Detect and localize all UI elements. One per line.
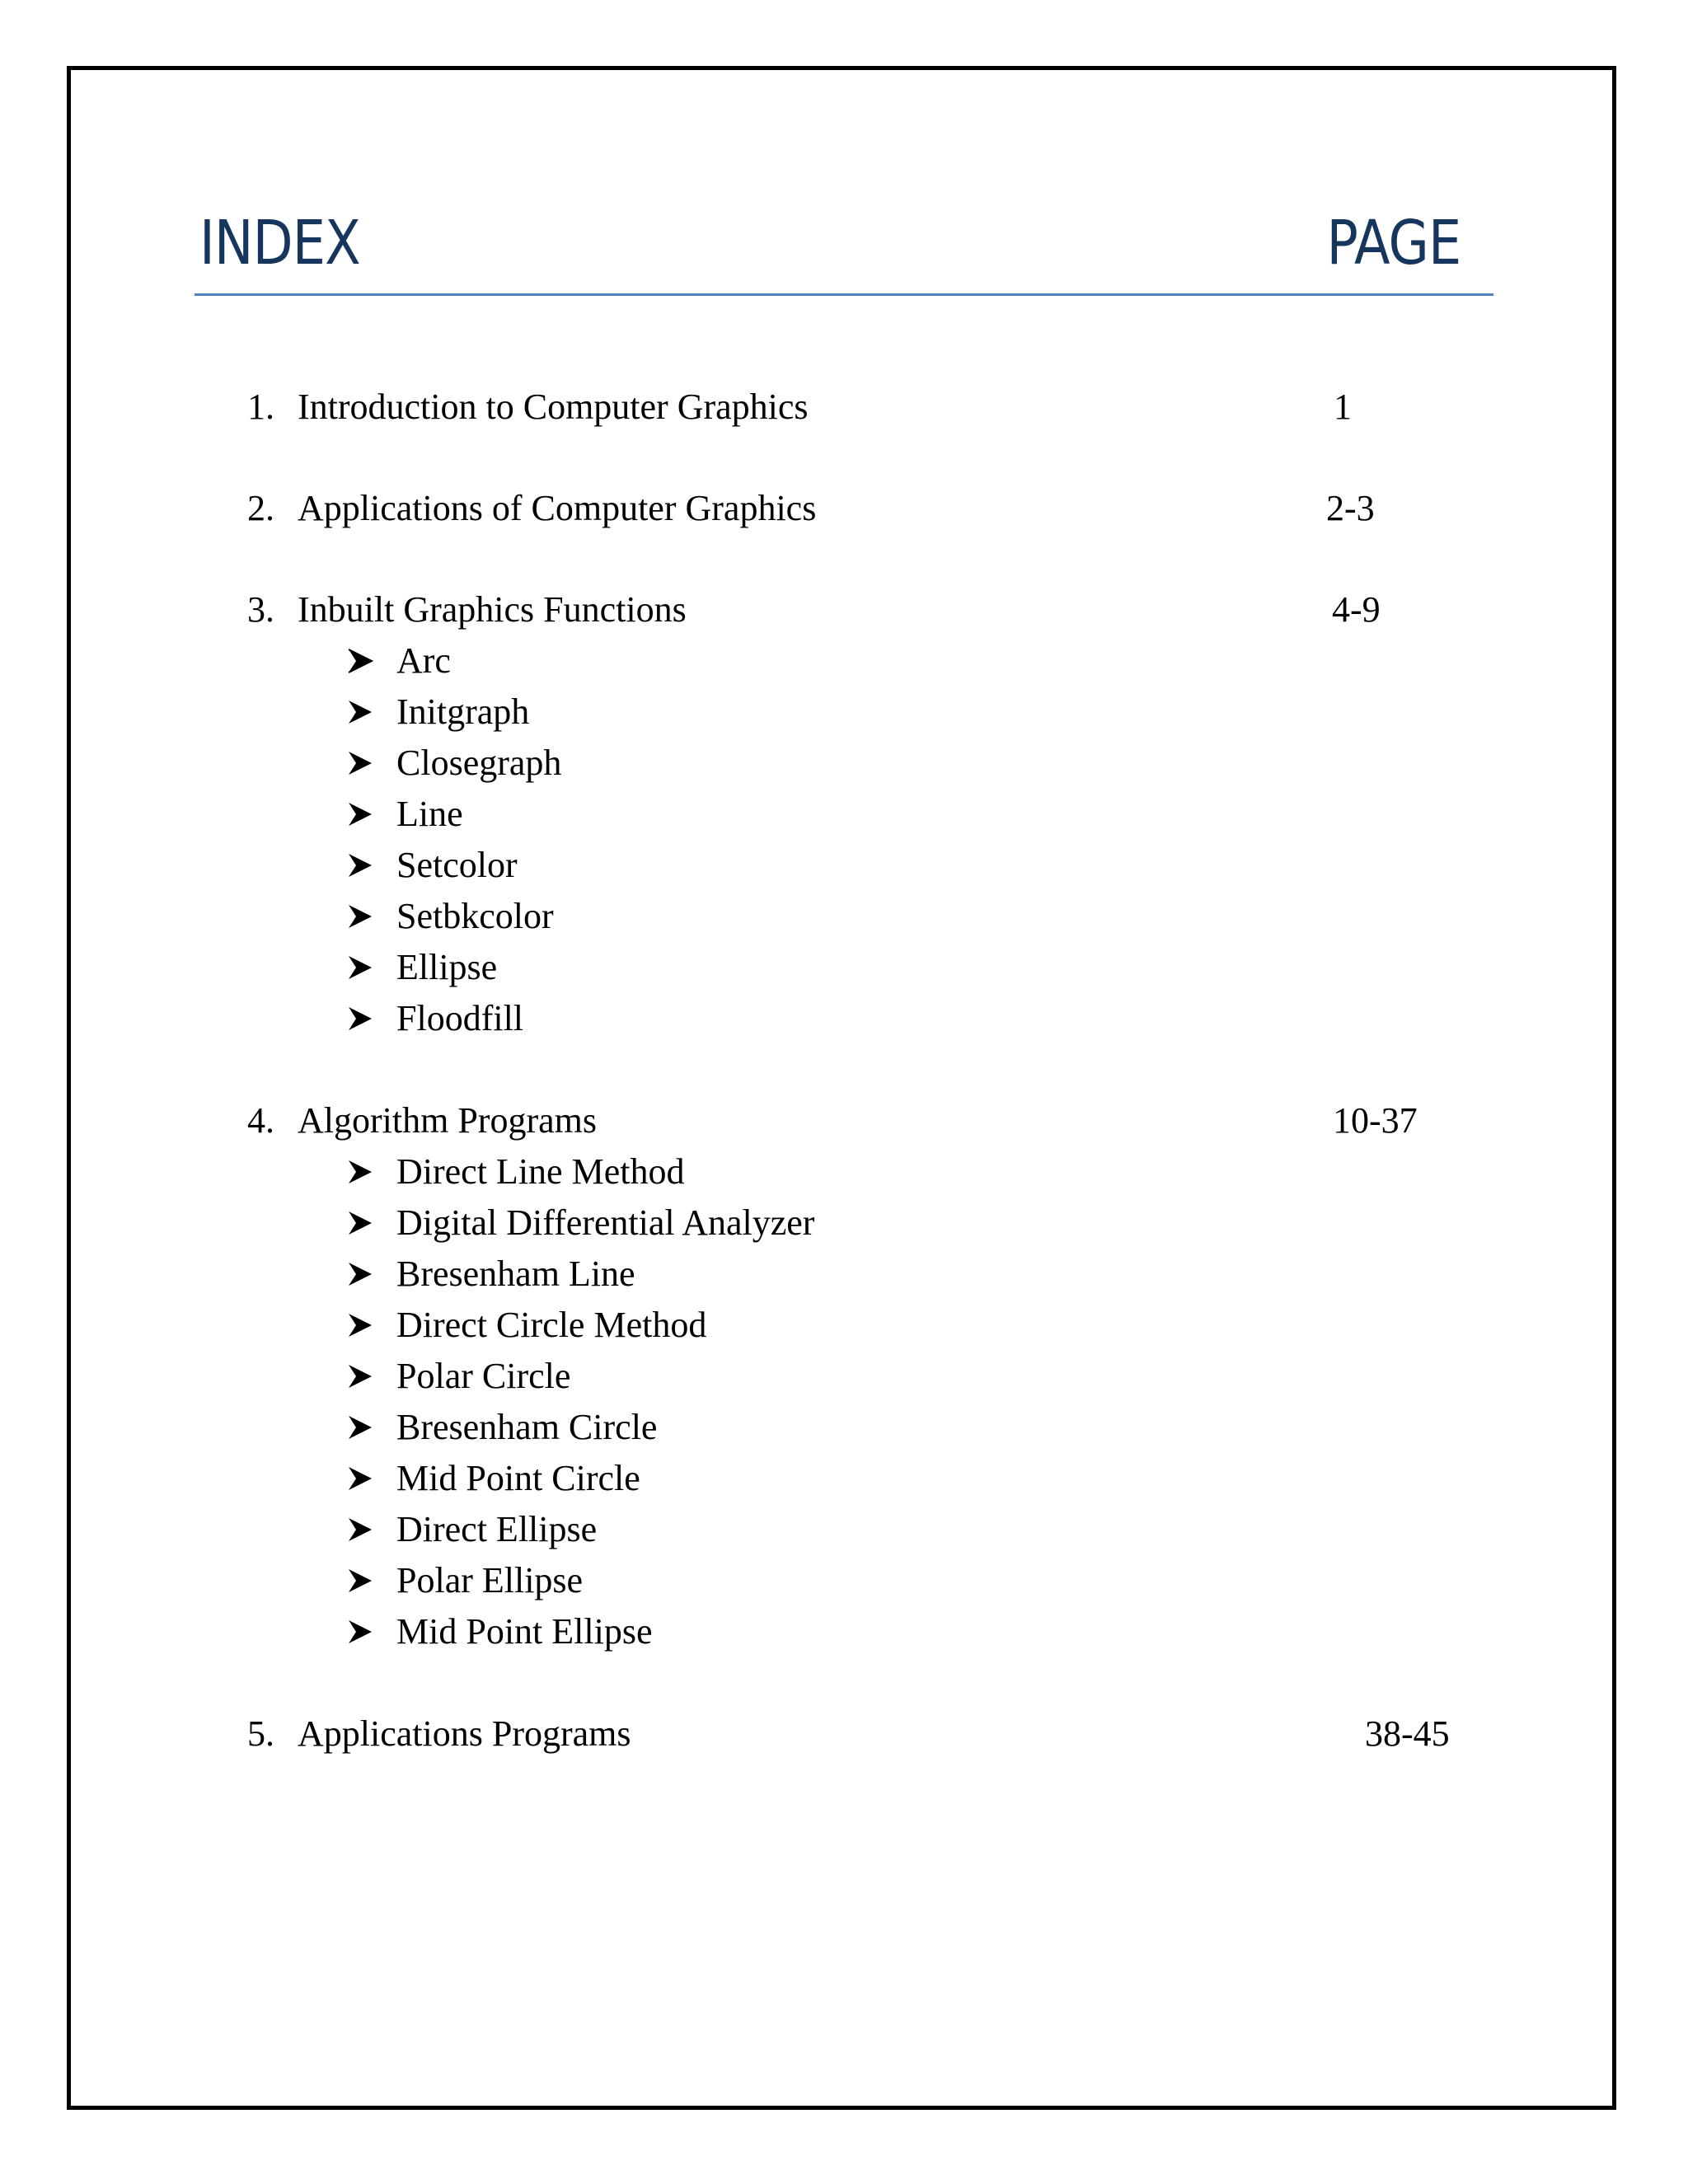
sub-item-label: Bresenham Line [396,1254,635,1294]
sub-item-label: Polar Circle [396,1356,571,1396]
sub-item-direct-line[interactable] [0,1146,1688,1197]
arrow-bullet-icon [347,700,373,724]
arrow-bullet-icon [347,1211,373,1235]
sub-item-polar-ellipse[interactable] [0,1555,1688,1606]
sub-item-label: Arc [396,640,451,681]
sub-item-label: Bresenham Circle [396,1407,658,1447]
arrow-bullet-icon [347,1466,373,1491]
entry-page: 2-3 [1326,488,1375,528]
entry-title: Applications of Computer Graphics [298,488,817,528]
toc-entry-inbuilt-functions[interactable] [0,584,1688,635]
entry-number: 1. [247,387,274,427]
sub-item-ellipse[interactable] [0,942,1688,993]
header-rule [195,293,1493,296]
entry-page: 10-37 [1333,1100,1418,1141]
sub-item-direct-ellipse[interactable] [0,1504,1688,1555]
toc-entry-applications[interactable] [0,483,1688,534]
sub-item-mid-point-circle[interactable] [0,1453,1688,1504]
sub-item-label: Ellipse [396,947,498,987]
arrow-bullet-icon [347,1006,373,1031]
entry-number: 2. [247,488,274,528]
arrow-bullet-icon [347,904,373,929]
sub-item-label: Setbkcolor [396,896,554,936]
sub-item-label: Direct Circle Method [396,1305,707,1345]
entry-title: Inbuilt Graphics Functions [298,589,687,630]
sub-item-direct-circle[interactable] [0,1300,1688,1351]
sub-item-label: Polar Ellipse [396,1560,584,1601]
index-title: INDEX [199,208,360,279]
sub-item-floodfill[interactable] [0,993,1688,1044]
arrow-bullet-icon [347,1364,373,1389]
arrow-bullet-icon [347,1313,373,1338]
sub-item-dda[interactable] [0,1197,1688,1249]
arrow-bullet-icon [347,1262,373,1286]
sub-item-label: Closegraph [396,743,562,783]
toc-entry-introduction[interactable] [0,382,1688,433]
page-border [67,66,1616,2110]
arrow-bullet-icon [347,853,373,878]
sub-item-mid-point-ellipse[interactable] [0,1606,1688,1657]
sub-item-closegraph[interactable] [0,738,1688,789]
entry-number: 3. [247,589,274,630]
sub-item-label: Mid Point Ellipse [396,1611,653,1652]
arrow-bullet-icon [347,751,373,776]
sub-item-label: Direct Line Method [396,1151,685,1192]
arrow-bullet-icon [347,1517,373,1542]
toc-entry-applications-programs[interactable] [0,1708,1688,1760]
entry-title: Algorithm Programs [298,1100,597,1141]
toc-entry-algorithm-programs[interactable] [0,1095,1688,1146]
sub-item-label: Mid Point Circle [396,1458,640,1498]
sub-item-label: Direct Ellipse [396,1509,598,1549]
entry-title: Introduction to Computer Graphics [298,387,809,427]
entry-number: 4. [247,1100,274,1141]
page-column-label: PAGE [1326,208,1461,279]
sub-item-polar-circle[interactable] [0,1351,1688,1402]
entry-page: 4-9 [1332,589,1381,630]
arrow-bullet-icon [347,1619,373,1644]
sub-item-setcolor[interactable] [0,840,1688,891]
entry-number: 5. [247,1713,274,1754]
sub-item-arc[interactable] [0,635,1688,687]
sub-item-label: Initgraph [396,691,530,732]
sub-item-label: Line [396,794,463,834]
sub-item-bresenham-circle[interactable] [0,1402,1688,1453]
sub-item-setbkcolor[interactable] [0,891,1688,942]
index-header [196,198,1493,297]
sub-item-label: Floodfill [396,998,524,1038]
sub-item-bresenham-line[interactable] [0,1249,1688,1300]
entry-page: 38-45 [1365,1713,1450,1754]
entry-title: Applications Programs [298,1713,631,1754]
arrow-bullet-icon [347,955,373,980]
sub-item-label: Digital Differential Analyzer [396,1202,815,1243]
entry-page: 1 [1334,387,1352,427]
arrow-bullet-icon [347,1160,373,1184]
sub-item-initgraph[interactable] [0,687,1688,738]
arrow-bullet-icon [347,802,373,827]
arrow-bullet-icon [347,649,373,673]
arrow-bullet-icon [347,1568,373,1593]
sub-item-line[interactable] [0,789,1688,840]
arrow-bullet-icon [347,1415,373,1440]
sub-item-label: Setcolor [396,845,518,885]
